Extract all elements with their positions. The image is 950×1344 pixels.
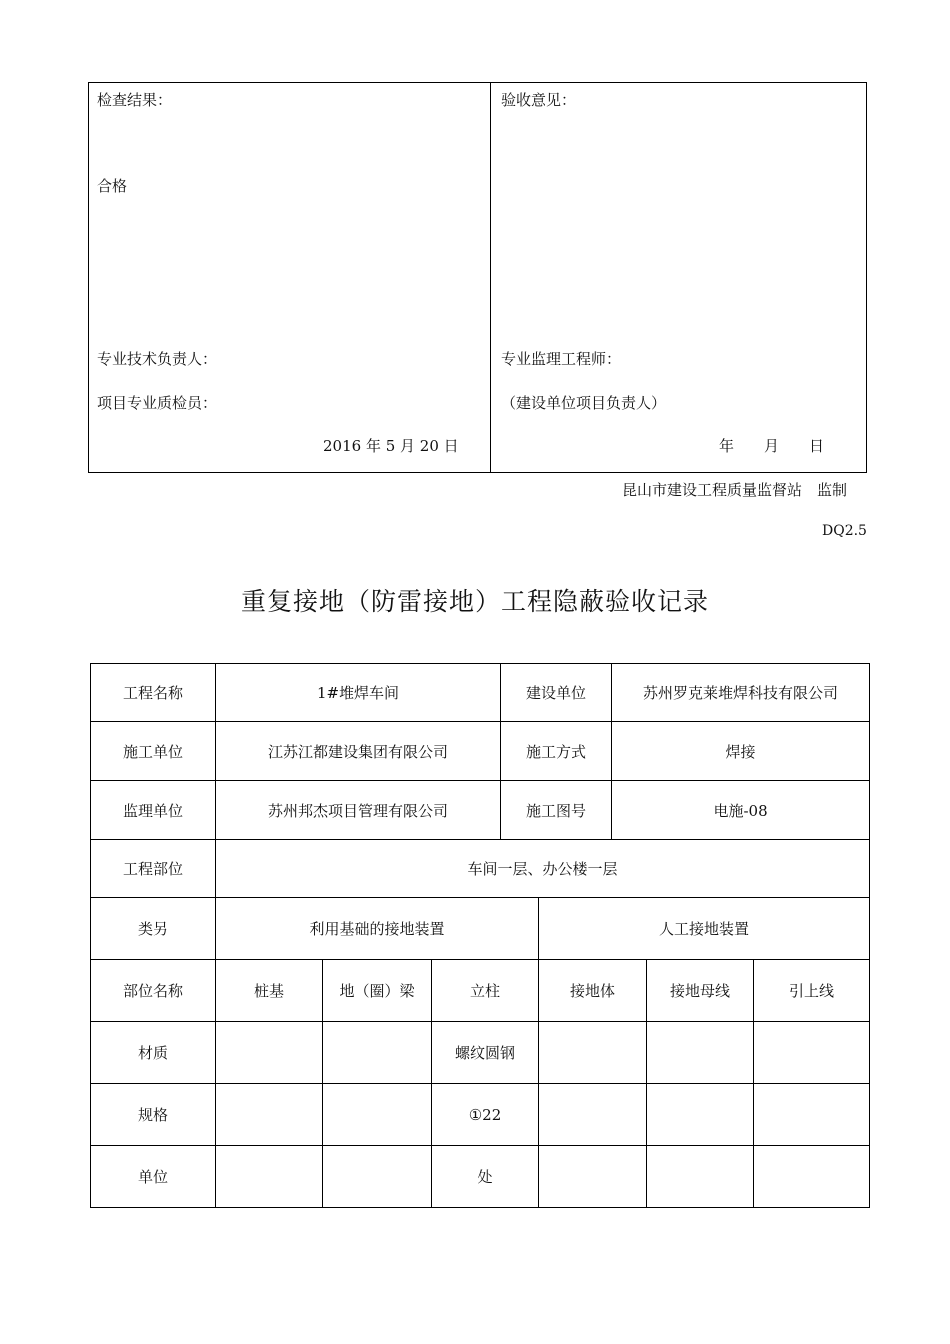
table-row xyxy=(91,1022,870,1084)
table-cell xyxy=(754,1146,870,1208)
category-label: 类另 xyxy=(91,898,216,960)
drawing-label: 施工图号 xyxy=(501,781,612,840)
record-table xyxy=(90,663,870,1208)
column-header: 桩基 xyxy=(216,960,323,1022)
row-label: 单位 xyxy=(91,1146,216,1208)
column-header: 接地母线 xyxy=(647,960,754,1022)
table-cell xyxy=(323,1084,432,1146)
acceptance-label: 验收意见： xyxy=(501,91,577,109)
table-cell: 螺纹圆钢 xyxy=(432,1022,539,1084)
contractor-label: 施工单位 xyxy=(91,722,216,781)
table-row xyxy=(91,1146,870,1208)
table-cell xyxy=(647,1022,754,1084)
table-cell xyxy=(539,1084,647,1146)
check-result-value: 合格 xyxy=(97,177,128,195)
table-cell xyxy=(754,1022,870,1084)
table-row xyxy=(91,722,870,781)
table-row xyxy=(91,781,870,840)
inspection-box-divider xyxy=(490,82,491,473)
table-cell xyxy=(216,1146,323,1208)
supervision-label: 监理单位 xyxy=(91,781,216,840)
record-table-wrap xyxy=(90,663,869,1208)
page-title: 重复接地（防雷接地）工程隐蔽验收记录 xyxy=(240,587,709,616)
method-label: 施工方式 xyxy=(501,722,612,781)
table-row xyxy=(91,898,870,960)
table-cell xyxy=(539,1022,647,1084)
column-header: 地（圈）梁 xyxy=(323,960,432,1022)
table-cell xyxy=(216,1084,323,1146)
column-header: 立柱 xyxy=(432,960,539,1022)
right-date: 年 月 日 xyxy=(719,437,825,455)
column-header: 部位名称 xyxy=(91,960,216,1022)
table-cell xyxy=(323,1022,432,1084)
table-cell xyxy=(216,1022,323,1084)
table-cell: 处 xyxy=(432,1146,539,1208)
owner-unit-label: 建设单位 xyxy=(501,664,612,722)
row-label: 规格 xyxy=(91,1084,216,1146)
tech-lead-label: 专业技术负责人： xyxy=(97,350,218,368)
table-row xyxy=(91,664,870,722)
artificial-group: 人工接地装置 xyxy=(539,898,870,960)
table-row xyxy=(91,1084,870,1146)
table-cell xyxy=(647,1146,754,1208)
table-cell xyxy=(754,1084,870,1146)
project-name: 1#堆焊车间 xyxy=(216,664,501,722)
check-result-label: 检查结果： xyxy=(97,91,173,109)
quality-inspector-label: 项目专业质检员： xyxy=(97,394,218,412)
left-date: 2016 年 5 月 20 日 xyxy=(323,437,459,455)
table-cell xyxy=(323,1146,432,1208)
location-label: 工程部位 xyxy=(91,840,216,898)
column-header: 接地体 xyxy=(539,960,647,1022)
row-label: 材质 xyxy=(91,1022,216,1084)
method: 焊接 xyxy=(612,722,870,781)
table-cell xyxy=(539,1146,647,1208)
project-name-label: 工程名称 xyxy=(91,664,216,722)
table-row xyxy=(91,840,870,898)
table-cell xyxy=(647,1084,754,1146)
foundation-group: 利用基础的接地装置 xyxy=(216,898,539,960)
drawing: 电施-08 xyxy=(612,781,870,840)
footer-org: 昆山市建设工程质量监督站 监制 xyxy=(622,481,848,499)
table-cell: ①22 xyxy=(432,1084,539,1146)
supervisor-label: 专业监理工程师： xyxy=(501,350,622,368)
table-header-row xyxy=(91,960,870,1022)
owner-unit: 苏州罗克莱堆焊科技有限公司 xyxy=(612,664,870,722)
contractor: 江苏江都建设集团有限公司 xyxy=(216,722,501,781)
supervision: 苏州邦杰项目管理有限公司 xyxy=(216,781,501,840)
inspection-box xyxy=(88,82,867,473)
form-code: DQ2.5 xyxy=(822,523,867,539)
column-header: 引上线 xyxy=(754,960,870,1022)
owner-label: （建设单位项目负责人） xyxy=(501,394,667,412)
location: 车间一层、办公楼一层 xyxy=(216,840,870,898)
